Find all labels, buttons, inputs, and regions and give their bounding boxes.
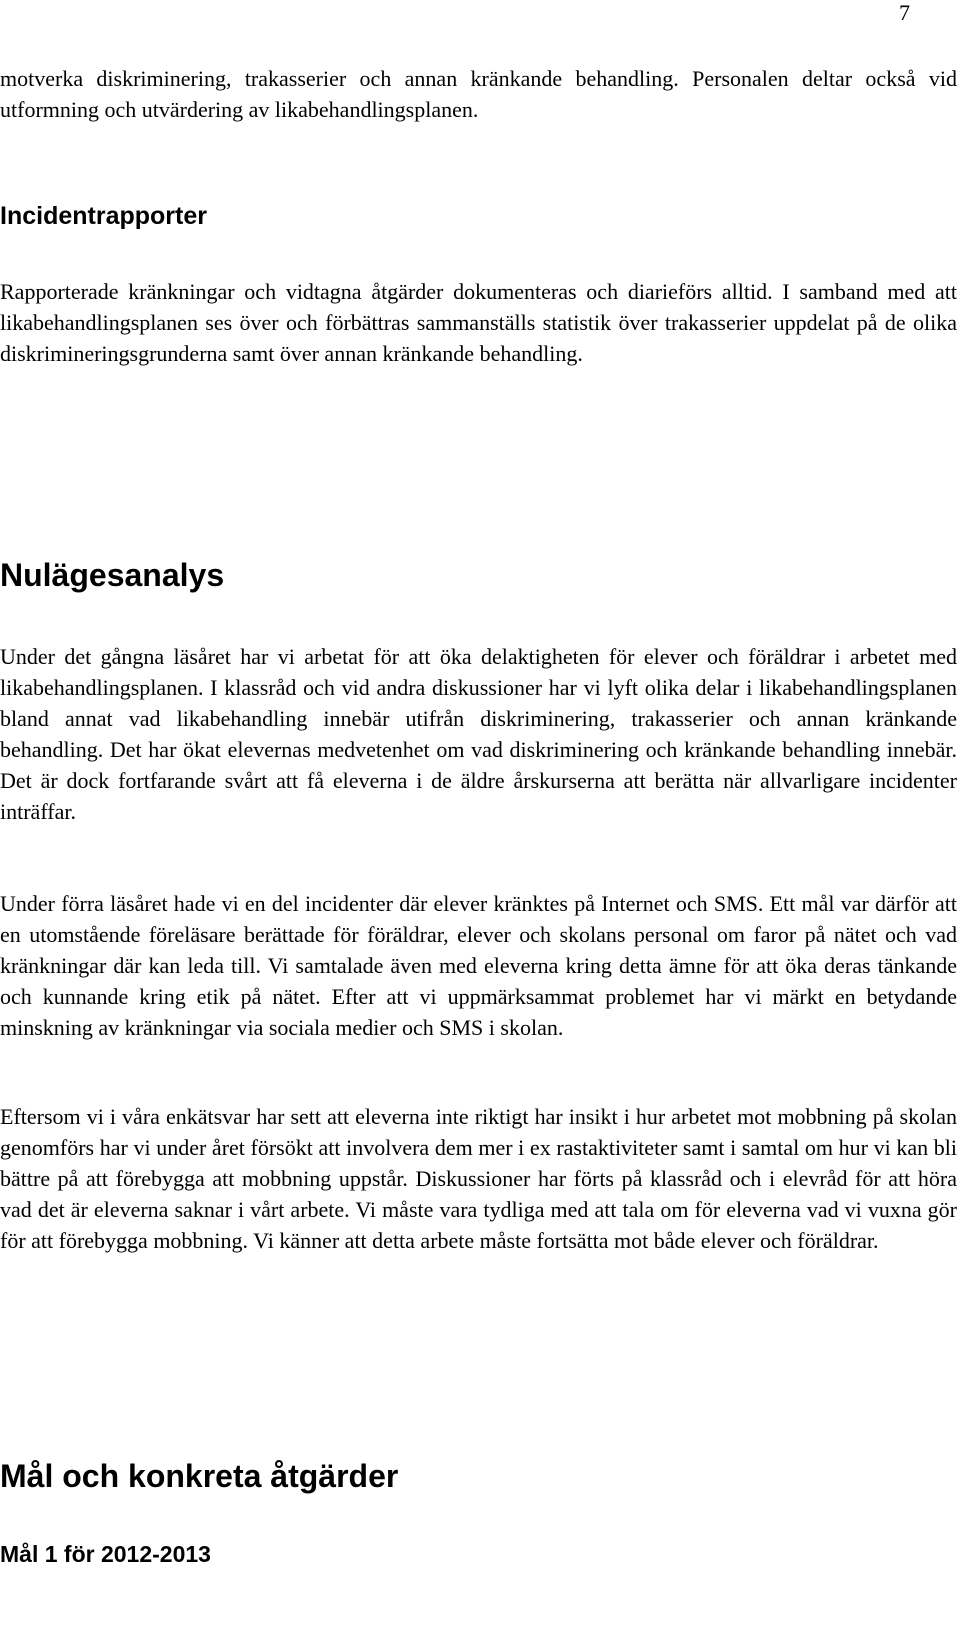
mal-subheading: Mål 1 för 2012-2013 [0,1541,211,1567]
incidentrapporter-paragraph: Rapporterade kränkningar och vidtagna åtgärder dokumenteras och diarieförs alltid. I samband med att likabehandlingsplanen ses över och förbättras sammanställs statistik över trakasserier uppdelat på de olika diskrimineringsgrunderna samt över annan kränkande behandling. [0,279,957,366]
nulagesanalys-paragraph-1: Under det gångna läsåret har vi arbetat för att öka delaktigheten för elever och föräldrar i arbetet med likabehandlingsplanen. I klassråd och vid andra diskussioner har vi lyft olika delar i likabehandlingsplanen bland annat vad likabehandling innebär utifrån diskriminering, trakasserier och annan kränkande behandling. Det har ökat elevernas medvetenhet om vad diskriminering och kränkande behandling innebär. Det är dock fortfarande svårt att få eleverna i de äldre årskurserna att berätta när allvarligare incidenter inträffar. [0,644,957,824]
nulagesanalys-heading: Nulägesanalys [0,557,225,593]
nulagesanalys-paragraph-3: Eftersom vi i våra enkätsvar har sett att eleverna inte riktigt har insikt i hur arbetet mot mobbning på skolan genomförs har vi under året försökt att involvera dem mer i ex rastaktiviteter samt i samtal om hur vi kan bli bättre på att förebygga att mobbning uppstår. Diskussioner har förts på klassråd och i elevråd för att höra vad det är eleverna saknar i vårt arbete. Vi måste vara tydliga med att tala om för eleverna vad vi vuxna gör för att förebygga mobbning. Vi känner att detta arbete måste fortsätta mot både elever och föräldrar. [0,1104,957,1253]
page-number: 7 [899,0,910,25]
incidentrapporter-heading: Incidentrapporter [0,202,207,230]
mal-heading: Mål och konkreta åtgärder [0,1458,399,1494]
intro-paragraph: motverka diskriminering, trakasserier och annan kränkande behandling. Personalen deltar också vid utformning och utvärdering av likabehandlingsplanen. [0,66,957,122]
nulagesanalys-paragraph-2: Under förra läsåret hade vi en del incidenter där elever kränktes på Internet och SMS. Ett mål var därför att en utomstående föreläsare berättade för föräldrar, elever och skolans personal om faror på nätet och vad kränkningar där kan leda till. Vi samtalade även med eleverna kring detta ämne för att öka deras tänkande och kunnande kring etik på nätet. Efter att vi uppmärksammat problemet har vi märkt en betydande minskning av kränkningar via sociala medier och SMS i skolan. [0,891,957,1040]
